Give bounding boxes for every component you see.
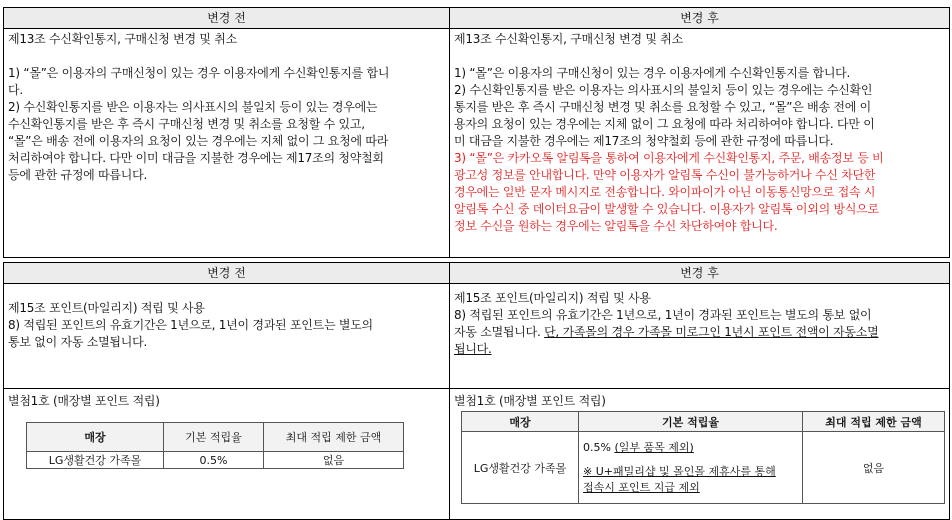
after-text-added [450, 150, 949, 235]
after-text-line: 미 대금을 지불한 경우에는 제17조의 청약철회 등에 관한 규정에 따릅니다. [454, 134, 834, 148]
header-before: 변경 전 [4, 8, 450, 29]
header-after: 변경 후 [450, 263, 950, 284]
before-text-line: 다. [8, 83, 23, 97]
store-rate: 0.5% [164, 452, 264, 469]
col-rate: 기본 적립율 [579, 412, 803, 432]
before-article-title: 제15조 포인트(마일리지) 적립 및 사용 [8, 301, 205, 315]
after-text-mixed [450, 324, 949, 341]
before-cell [4, 284, 450, 389]
after-text-underlined-cont: 됩니다. [454, 342, 492, 356]
before-text-line: 2) 수신확인통지를 받은 이용자는 의사표시의 불일치 등이 있는 경우에는 [8, 100, 378, 114]
after-text-line: 8) 적립된 포인트의 유효기간은 1년으로, 1년이 경과된 포인트는 별도의 통보 없이 [454, 308, 872, 322]
store-limit: 없음 [264, 452, 404, 469]
after-article-title: 제15조 포인트(마일리지) 적립 및 사용 [454, 291, 651, 305]
after-added-line: 정보 수신을 원하는 경우에는 알림톡을 수신 차단하여야 합니다. [454, 219, 778, 233]
col-store: 매장 [27, 423, 164, 452]
header-before: 변경 전 [4, 263, 450, 284]
before-text-line: 통보 없이 자동 소멸됩니다. [8, 335, 148, 349]
before-store-table [26, 422, 404, 469]
after-cell [450, 284, 950, 389]
after-appendix-cell [450, 389, 950, 520]
after-text-line: 용자의 요청이 있는 경우에는 지체 없이 그 요청에 따라 처리하여야 합니다. 다만 이 [454, 117, 875, 131]
after-added-line: 3) “몰”은 카카오톡 알림톡을 통하여 이용자에게 수신확인통지, 주문, 배송정보 등 비 [454, 151, 884, 165]
store-rate: 0.5% [583, 441, 615, 454]
store-rate-cell [579, 432, 803, 504]
store-rate-note-2: 접속시 포인트 지급 제외 [583, 481, 700, 494]
header-after: 변경 후 [450, 8, 950, 29]
before-text-line: 1) “몰”은 이용자의 구매신청이 있는 경우 이용자에게 수신확인통지를 합니 [8, 66, 390, 80]
after-text-line: 통지를 받은 후 즉시 구매신청 변경 및 취소를 요청할 수 있고, “몰”은 배송 전에 이 [454, 100, 872, 114]
after-text-line [450, 48, 949, 65]
after-text [450, 31, 949, 150]
store-name: LG생활건강 가족몰 [462, 432, 579, 504]
after-cell [450, 29, 950, 258]
col-rate: 기본 적립율 [164, 423, 264, 452]
after-text-underlined: 단, 가족몰의 경우 가족몰 미로그인 1년시 포인트 전액이 자동소멸 [544, 325, 879, 339]
store-rate-note-1: ※ U+패밀리샵 및 몰인몰 제휴사를 통해 [583, 465, 776, 478]
col-limit: 최대 적립 제한 금액 [803, 412, 945, 432]
before-text-line: “몰”은 배송 전에 이용자의 요청이 있는 경우에는 지체 없이 그 요청에 따라 [8, 134, 389, 148]
appendix-label: 별첨1호 (매장별 포인트 적립) [8, 394, 160, 408]
col-limit: 최대 적립 제한 금액 [264, 423, 404, 452]
before-text-line [4, 48, 449, 65]
after-text-line: 제13조 수신확인통지, 구매신청 변경 및 취소 [454, 32, 683, 46]
after-text-plain: 자동 소멸됩니다. [454, 325, 545, 339]
after-store-table [461, 411, 945, 504]
after-added-line: 광고성 정보를 안내합니다. 만약 이용자가 알림톡 수신이 불가능하거나 수신 차단한 [454, 168, 876, 182]
store-name: LG생활건강 가족몰 [27, 452, 164, 469]
before-text-line: 수신확인통지를 받은 후 즉시 구매신청 변경 및 취소를 요청할 수 있고, [8, 117, 365, 131]
before-text-line: 처리하여야 합니다. 다만 이미 대금을 지불한 경우에는 제17조의 청약철회 [8, 151, 384, 165]
after-added-line: 경우에는 일반 문자 메시지로 전송합니다. 와이파이가 아닌 이동통신망으로 접속 시 [454, 185, 876, 199]
after-text-line: 2) 수신확인통지를 받은 이용자는 의사표시의 불일치 등이 있는 경우에는 수신확인 [454, 83, 873, 97]
store-rate-exception: (일부 품목 제외) [614, 441, 694, 454]
before-text-line: 제13조 수신확인통지, 구매신청 변경 및 취소 [8, 32, 237, 46]
after-added-line: 알림톡 수신 중 데이터요금이 발생할 수 있습니다. 이용자가 알림톡 이외의 방식으로 [454, 202, 879, 216]
before-cell [4, 29, 450, 258]
before-text [4, 317, 449, 351]
after-text [450, 307, 949, 324]
before-text-line: 8) 적립된 포인트의 유효기간은 1년으로, 1년이 경과된 포인트는 별도의 [8, 318, 373, 332]
terms-table-article13 [3, 7, 950, 258]
terms-table-article15 [3, 262, 950, 520]
before-text-line: 등에 관한 규정에 따릅니다. [8, 168, 148, 182]
before-text [4, 31, 449, 184]
store-limit: 없음 [803, 432, 945, 504]
col-store: 매장 [462, 412, 579, 432]
before-appendix-cell [4, 389, 450, 520]
appendix-label: 별첨1호 (매장별 포인트 적립) [454, 394, 606, 408]
after-text-line: 1) “몰”은 이용자의 구매신청이 있는 경우 이용자에게 수신확인통지를 합니다. [454, 66, 851, 80]
